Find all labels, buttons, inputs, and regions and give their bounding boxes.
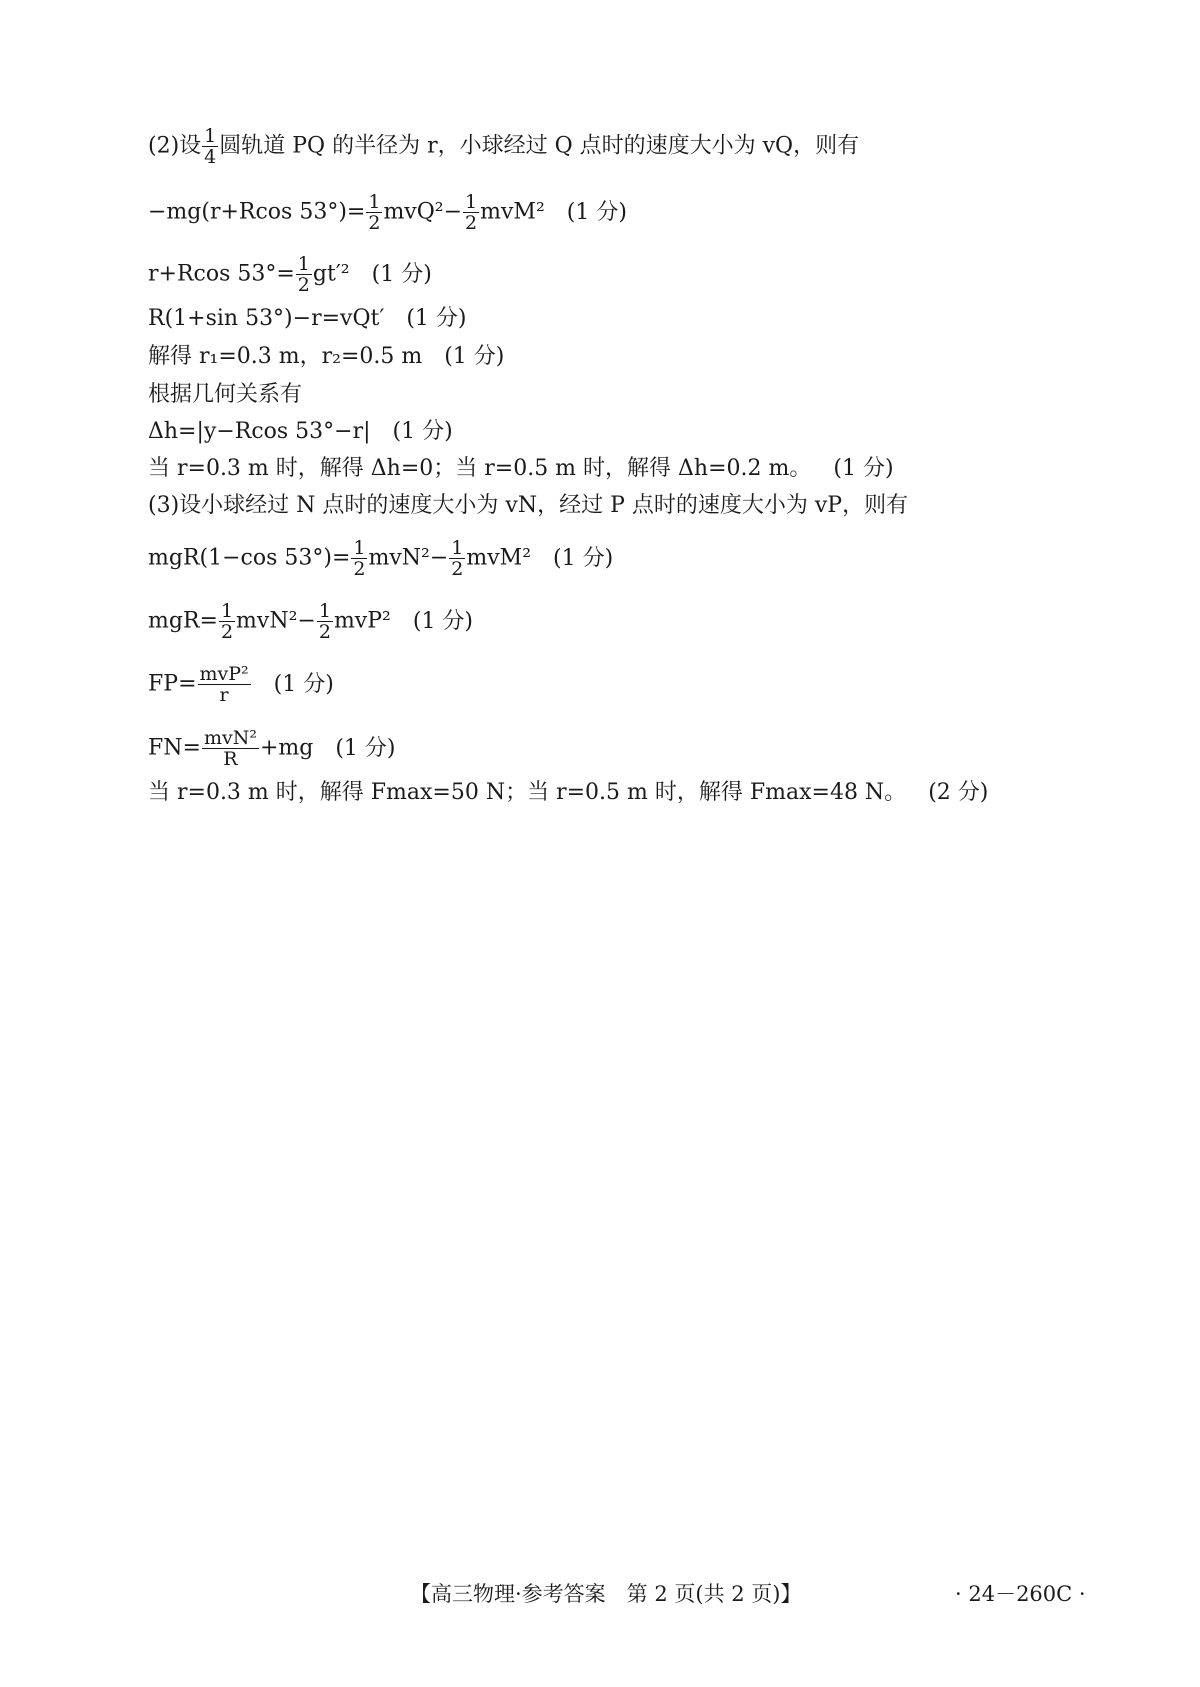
eq1-term2: mvM² <box>480 199 545 225</box>
quarter-fraction <box>202 126 218 167</box>
minus-sign: − <box>443 199 463 225</box>
fraction-denominator: 2 <box>368 212 381 234</box>
eq2-lhs: r+Rcos 53°= <box>148 261 295 287</box>
eq1-lhs: −mg(r+Rcos 53°)= <box>148 199 366 225</box>
force-p-fraction <box>198 664 251 705</box>
part2-prefix: (2)设 <box>148 133 202 159</box>
fraction-numerator: 1 <box>318 600 331 622</box>
equation-fall <box>148 254 432 295</box>
fraction-numerator: 1 <box>368 191 381 213</box>
equation-force-p <box>148 664 334 705</box>
half-fraction <box>449 538 465 579</box>
score-label: (1 分) <box>444 344 505 369</box>
fraction-numerator: 1 <box>204 125 217 147</box>
fraction-numerator: 1 <box>297 253 310 275</box>
fraction-denominator: 2 <box>220 621 234 643</box>
eq7-lhs: FN= <box>148 735 201 761</box>
half-fraction <box>366 192 382 233</box>
score-label: (1 分) <box>566 199 627 225</box>
fraction-numerator: mvN² <box>203 727 257 749</box>
part2-intro <box>148 126 859 167</box>
eq7-tail: +mg <box>259 735 314 761</box>
half-fraction <box>219 601 235 642</box>
equation-energy-n <box>148 538 613 579</box>
eq2-term: gt′² <box>312 261 350 287</box>
half-fraction <box>317 601 333 642</box>
result-force <box>148 778 988 808</box>
part2-text: 圆轨道 PQ 的半径为 r，小球经过 Q 点时的速度大小为 vQ，则有 <box>219 133 860 159</box>
fraction-denominator: r <box>219 684 229 706</box>
equation-energy-p <box>148 601 473 642</box>
eq6-lhs: FP= <box>148 671 197 697</box>
eq1-term1: mvQ² <box>383 199 444 225</box>
result-dh <box>148 454 894 484</box>
half-fraction <box>296 254 312 295</box>
solve-r-text: 解得 r₁=0.3 m，r₂=0.5 m <box>148 344 423 369</box>
fraction-numerator: 1 <box>353 537 366 559</box>
fraction-numerator: 1 <box>465 191 478 213</box>
score-label: (1 分) <box>273 671 334 697</box>
score-label: (1 分) <box>406 306 467 331</box>
half-fraction <box>463 192 479 233</box>
equation-force-n <box>148 728 396 769</box>
minus-sign: − <box>297 608 316 634</box>
footer-page-info: 【高三物理·参考答案 第 2 页(共 2 页)】 <box>410 1582 802 1606</box>
part3-intro <box>148 491 908 521</box>
fraction-numerator: mvP² <box>199 663 249 685</box>
score-label: (1 分) <box>335 735 396 761</box>
equation-horizontal <box>148 304 467 334</box>
fraction-denominator: 2 <box>353 558 366 580</box>
fraction-numerator: 1 <box>451 537 464 559</box>
geometry-relation <box>148 380 302 410</box>
eq4-lhs: mgR(1−cos 53°)= <box>148 545 351 571</box>
fraction-denominator: R <box>223 748 238 770</box>
score-label: (1 分) <box>833 456 894 481</box>
geometry-text: 根据几何关系有 <box>148 382 303 407</box>
fraction-denominator: 2 <box>465 212 478 234</box>
score-label: (2 分) <box>928 780 989 805</box>
eq-dh: Δh=|y−Rcos 53°−r| <box>148 419 371 444</box>
result-dh-text: 当 r=0.3 m 时，解得 Δh=0；当 r=0.5 m 时，解得 Δh=0.2 m。 <box>148 456 812 481</box>
eq4-term1: mvN² <box>368 545 430 571</box>
fraction-numerator: 1 <box>220 600 234 622</box>
eq5-term2: mvP² <box>333 608 391 634</box>
score-label: (1 分) <box>371 261 432 287</box>
eq4-term2: mvM² <box>466 545 532 571</box>
eq5-lhs: mgR= <box>148 608 218 634</box>
part3-text: (3)设小球经过 N 点时的速度大小为 vN，经过 P 点时的速度大小为 vP，则有 <box>148 493 909 518</box>
eq3: R(1+sin 53°)−r=vQt′ <box>148 306 385 331</box>
half-fraction <box>351 538 367 579</box>
fraction-denominator: 2 <box>297 274 310 296</box>
fraction-denominator: 2 <box>451 558 464 580</box>
fraction-denominator: 4 <box>204 146 217 168</box>
equation-dh <box>148 417 453 447</box>
minus-sign: − <box>429 545 449 571</box>
force-n-fraction <box>202 728 259 769</box>
solve-r <box>148 342 504 372</box>
footer-code: · 24－260C · <box>955 1582 1086 1606</box>
score-label: (1 分) <box>553 545 614 571</box>
score-label: (1 分) <box>392 419 453 444</box>
fraction-denominator: 2 <box>318 621 331 643</box>
equation-energy-q <box>148 192 627 233</box>
score-label: (1 分) <box>412 608 474 634</box>
result-force-text: 当 r=0.3 m 时，解得 Fmax=50 N；当 r=0.5 m 时，解得 Fmax=48 N。 <box>148 780 907 805</box>
eq5-term1: mvN² <box>236 608 298 634</box>
